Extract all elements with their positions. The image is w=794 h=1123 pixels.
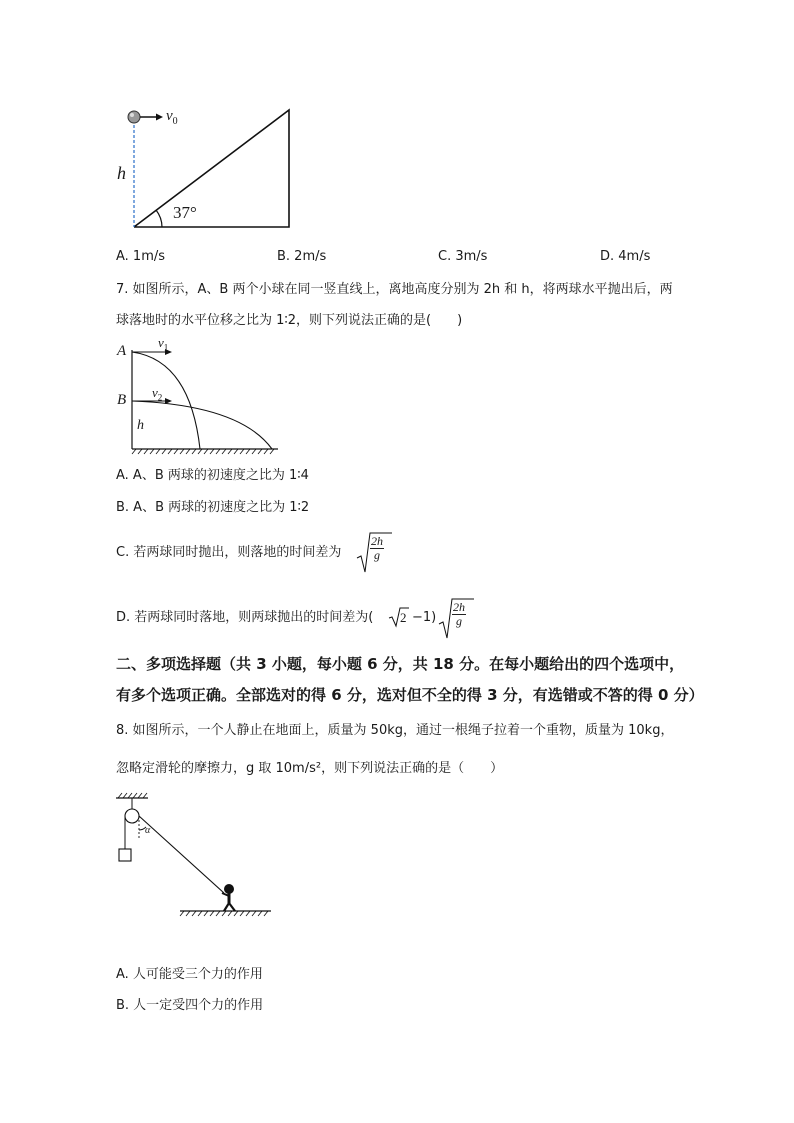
- alpha-label: α: [145, 825, 151, 836]
- q8-option-a: A. 人可能受三个力的作用: [116, 967, 263, 982]
- sqrt-2: 2: [389, 606, 409, 628]
- weight-block: [119, 849, 131, 861]
- section2-heading-line2: 有多个选项正确。全部选对的得 6 分，选对但不全的得 3 分，有选错或不答的得 0 分）: [116, 686, 704, 704]
- label-v1: $v_1$: [158, 335, 169, 353]
- fraction-c: $\frac{2h}{g}$: [371, 534, 383, 562]
- q8-question-line1: 8. 如图所示，一个人静止在地面上，质量为 50kg，通过一根绳子拉着一个重物，质量为 10kg，: [116, 723, 674, 738]
- pulley-icon: [125, 809, 139, 823]
- fraction-d: $\frac{2h}{g}$: [453, 600, 465, 628]
- label-v2: $v_2$: [152, 385, 163, 403]
- label-a: A: [117, 343, 127, 359]
- q6-option-d: D. 4m/s: [600, 249, 651, 264]
- q6-option-b: B. 2m/s: [277, 249, 327, 264]
- q7-option-d-mid: −1): [412, 610, 437, 625]
- person-icon: [222, 885, 235, 912]
- q7-option-d: D. 若两球同时落地，则两球抛出的时间差为(: [116, 610, 374, 625]
- h-label: h: [117, 163, 126, 183]
- q7-option-b: B. A、B 两球的初速度之比为 1∶2: [116, 500, 310, 515]
- q7-question-line2: 球落地时的水平位移之比为 1∶2，则下列说法正确的是( ): [116, 313, 463, 328]
- q8-option-b: B. 人一定受四个力的作用: [116, 998, 264, 1013]
- q7-option-c: C. 若两球同时抛出，则落地的时间差为: [116, 545, 342, 560]
- q8-question-line2: 忽略定滑轮的摩擦力，g 取 10m/s²，则下列说法正确的是（ ）: [116, 761, 504, 776]
- q6-option-c: C. 3m/s: [438, 249, 488, 264]
- label-h: h: [137, 418, 144, 433]
- rope-to-person: [139, 816, 224, 893]
- section2-heading-line1: 二、多项选择题（共 3 小题，每小题 6 分，共 18 分。在每小题给出的四个选项中，: [116, 655, 685, 673]
- label-b: B: [117, 392, 127, 408]
- angle-label: 37°: [173, 203, 197, 222]
- v0-label: $v_0$: [166, 108, 178, 127]
- q6-option-a: A. 1m/s: [116, 249, 166, 264]
- q7-question-line1: 7. 如图所示，A、B 两个小球在同一竖直线上，离地高度分别为 2h 和 h，将两球水平抛出后，两: [116, 282, 673, 297]
- q7-option-a: A. A、B 两球的初速度之比为 1∶4: [116, 468, 309, 483]
